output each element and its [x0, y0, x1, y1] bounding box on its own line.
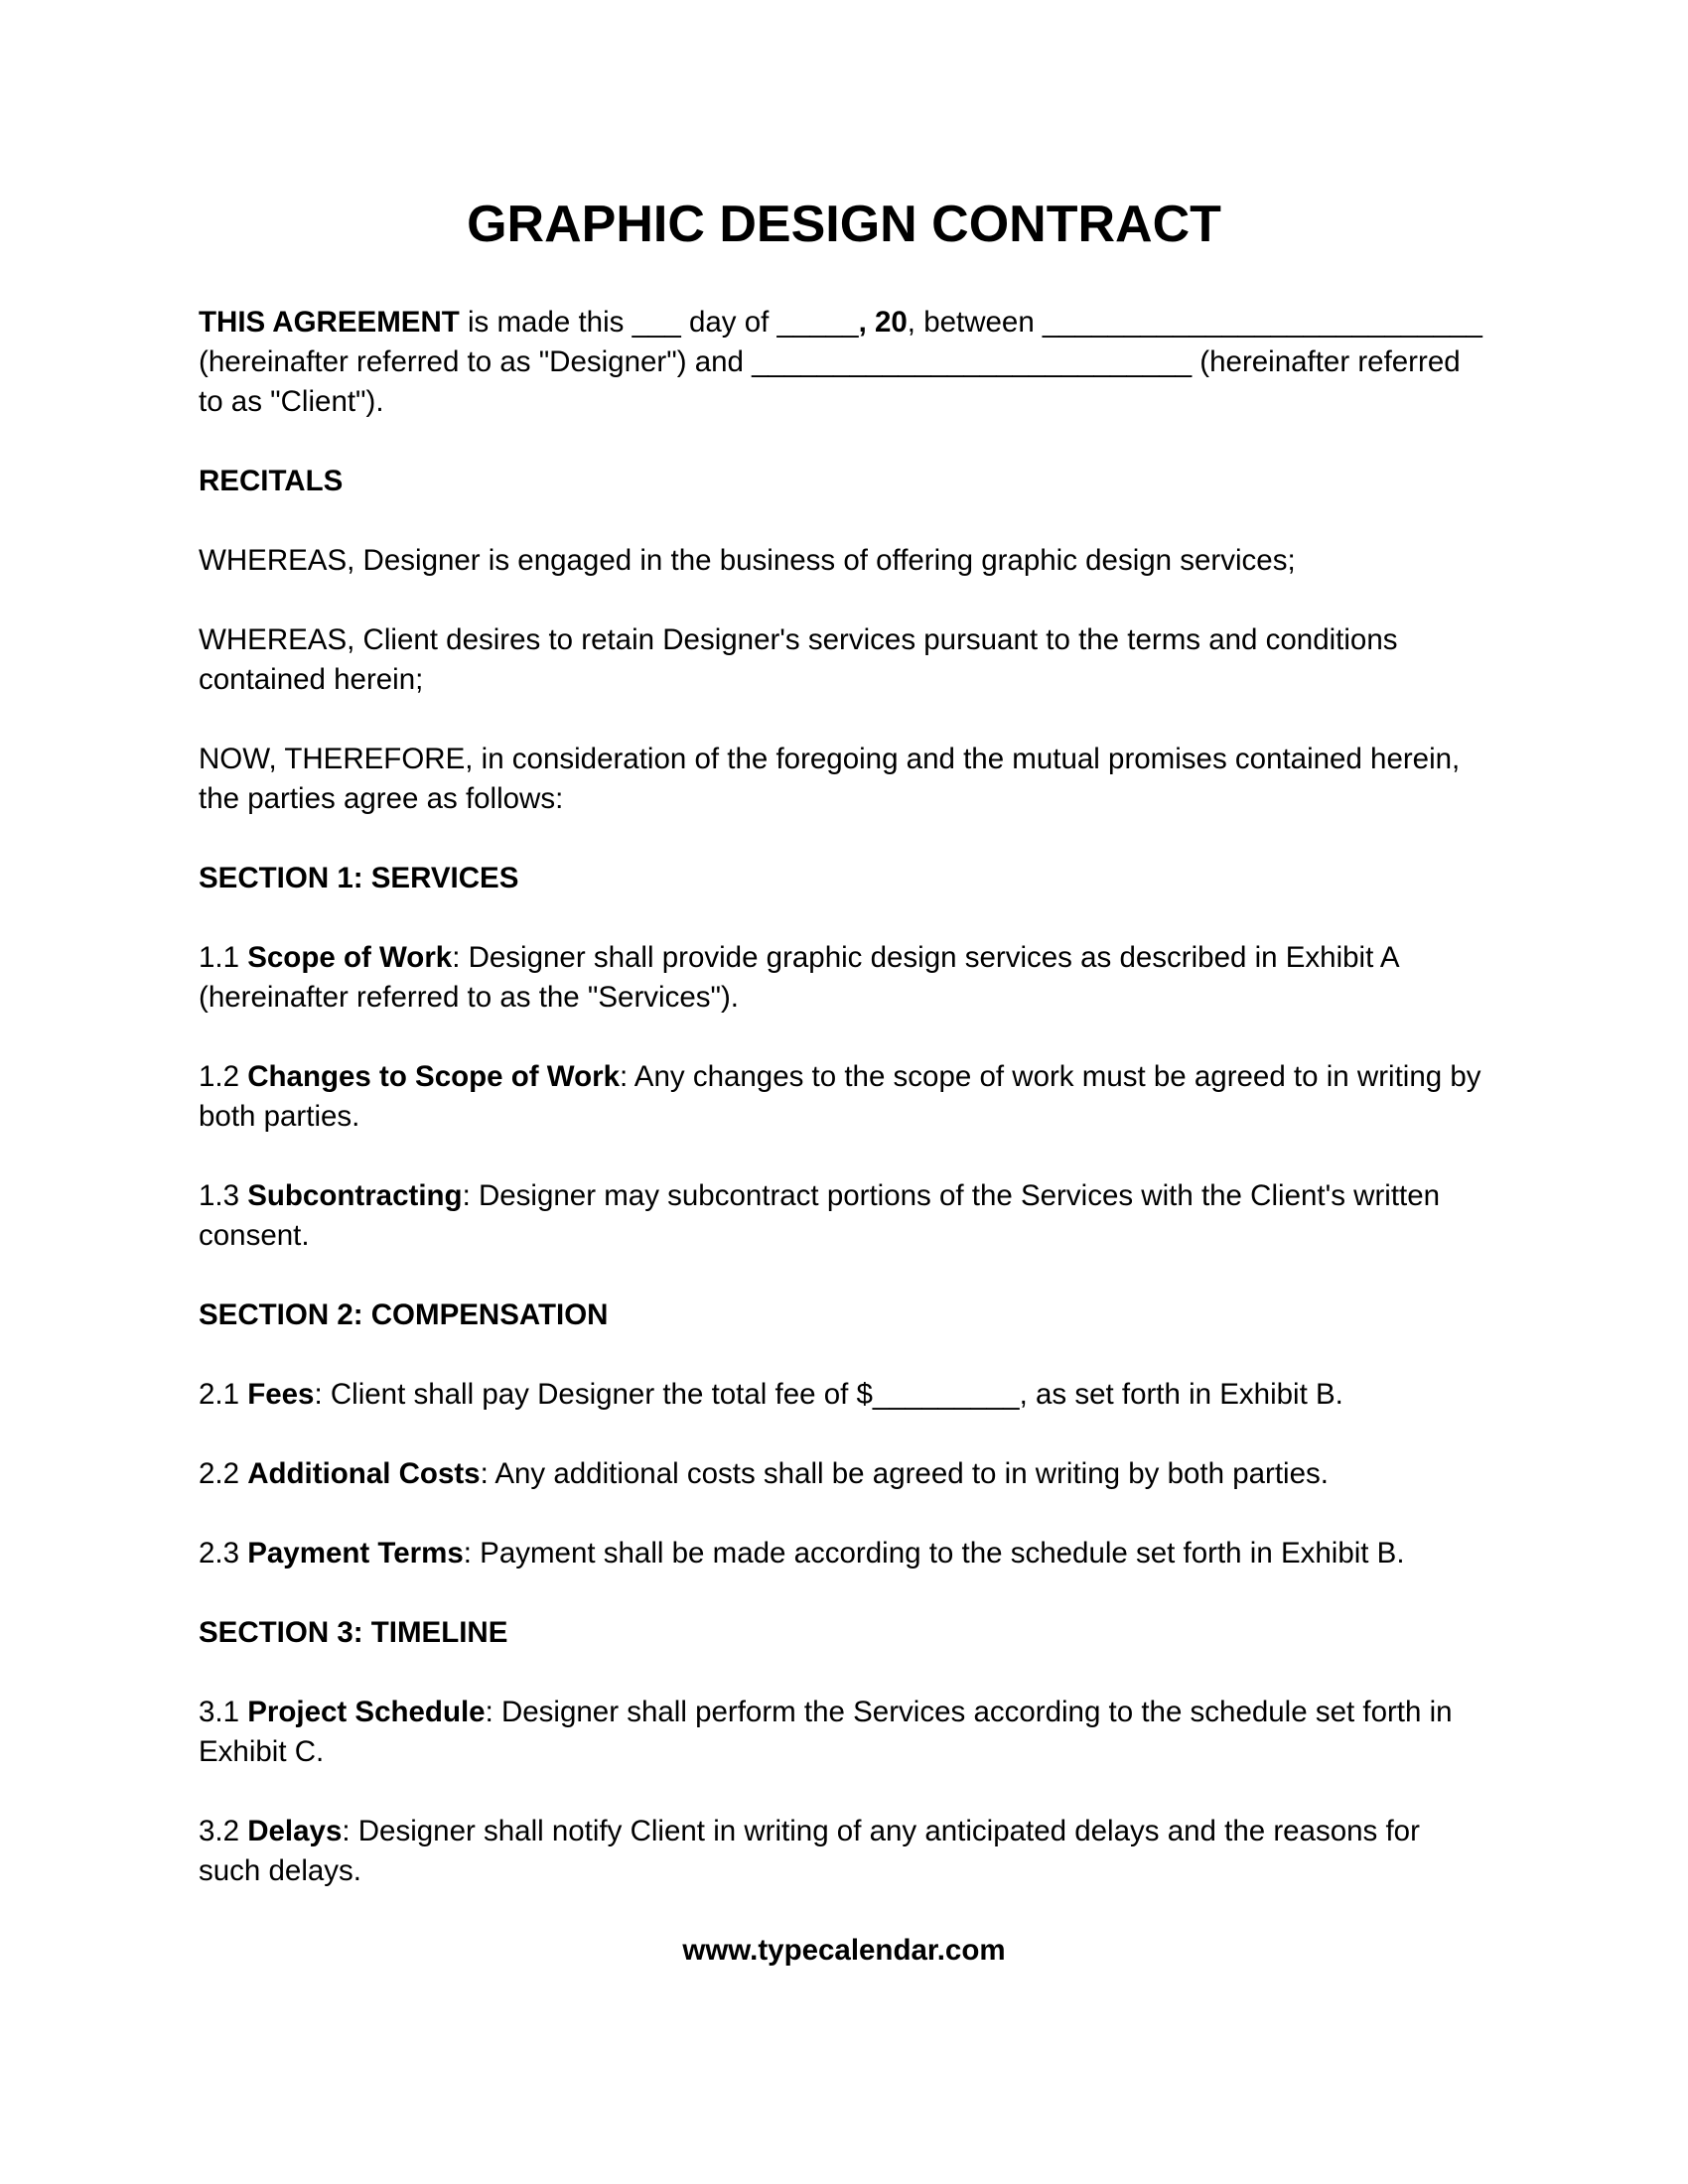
intro-text-2: , between ___________________________ (hereinafter referred to as "Designer") and ___________________________ (hereinafter referred to as "Client").	[199, 306, 1482, 418]
clause-label: Fees	[247, 1378, 315, 1411]
clause-number: 2.3	[199, 1537, 248, 1570]
clause-number: 1.2	[199, 1060, 248, 1093]
clause-number: 3.1	[199, 1696, 248, 1728]
clause-text: : Designer may subcontract portions of the Services with the Client's written consent.	[199, 1179, 1441, 1252]
section-1-heading: SECTION 1: SERVICES	[199, 862, 519, 894]
clause-3-1	[199, 1693, 1489, 1772]
clause-number: 2.1	[199, 1378, 248, 1411]
clause-number: 3.2	[199, 1815, 248, 1847]
document-body	[199, 303, 1489, 1931]
clause-label: Payment Terms	[247, 1537, 464, 1570]
recital-now-therefore: NOW, THEREFORE, in consideration of the foregoing and the mutual promises contained herein, the parties agree as follows:	[199, 743, 1461, 815]
recitals-heading: RECITALS	[199, 465, 344, 497]
clause-1-2	[199, 1057, 1489, 1137]
clause-3-2	[199, 1812, 1489, 1891]
intro-year: , 20	[858, 306, 908, 339]
clause-number: 1.1	[199, 941, 248, 974]
intro-paragraph	[199, 303, 1489, 422]
clause-number: 1.3	[199, 1179, 248, 1212]
recital-whereas-1: WHEREAS, Designer is engaged in the business of offering graphic design services;	[199, 544, 1296, 577]
document-title: GRAPHIC DESIGN CONTRACT	[467, 196, 1221, 253]
clause-label: Changes to Scope of Work	[247, 1060, 621, 1093]
section-2-heading: SECTION 2: COMPENSATION	[199, 1298, 609, 1331]
intro-lead: THIS AGREEMENT	[199, 306, 460, 339]
clause-text: : Client shall pay Designer the total fee of $_________, as set forth in Exhibit B.	[314, 1378, 1343, 1411]
clause-text: : Any changes to the scope of work must be agreed to in writing by both parties.	[199, 1060, 1481, 1133]
clause-label: Delays	[247, 1815, 343, 1847]
footer-website: www.typecalendar.com	[682, 1934, 1006, 1967]
clause-text: : Designer shall perform the Services according to the schedule set forth in Exhibit C.	[199, 1696, 1453, 1768]
clause-text: : Designer shall notify Client in writing of any anticipated delays and the reasons for such delays.	[199, 1815, 1420, 1887]
clause-1-3	[199, 1176, 1489, 1256]
intro-text-1: is made this ___ day of _____	[459, 306, 859, 339]
recital-whereas-2: WHEREAS, Client desires to retain Designer's services pursuant to the terms and conditions contained herein;	[199, 623, 1398, 696]
clause-number: 2.2	[199, 1457, 248, 1490]
clause-label: Additional Costs	[247, 1457, 481, 1490]
clause-text: : Any additional costs shall be agreed to in writing by both parties.	[480, 1457, 1329, 1490]
clause-label: Scope of Work	[247, 941, 453, 974]
section-3-heading: SECTION 3: TIMELINE	[199, 1616, 508, 1649]
clause-2-3	[199, 1534, 1489, 1573]
clause-label: Project Schedule	[247, 1696, 486, 1728]
clause-label: Subcontracting	[247, 1179, 463, 1212]
clause-2-1	[199, 1375, 1489, 1415]
clause-text: : Designer shall provide graphic design services as described in Exhibit A (hereinafter referred to as the "Services").	[199, 941, 1398, 1014]
clause-1-1	[199, 938, 1489, 1018]
clause-text: : Payment shall be made according to the schedule set forth in Exhibit B.	[463, 1537, 1405, 1570]
clause-2-2	[199, 1454, 1489, 1494]
